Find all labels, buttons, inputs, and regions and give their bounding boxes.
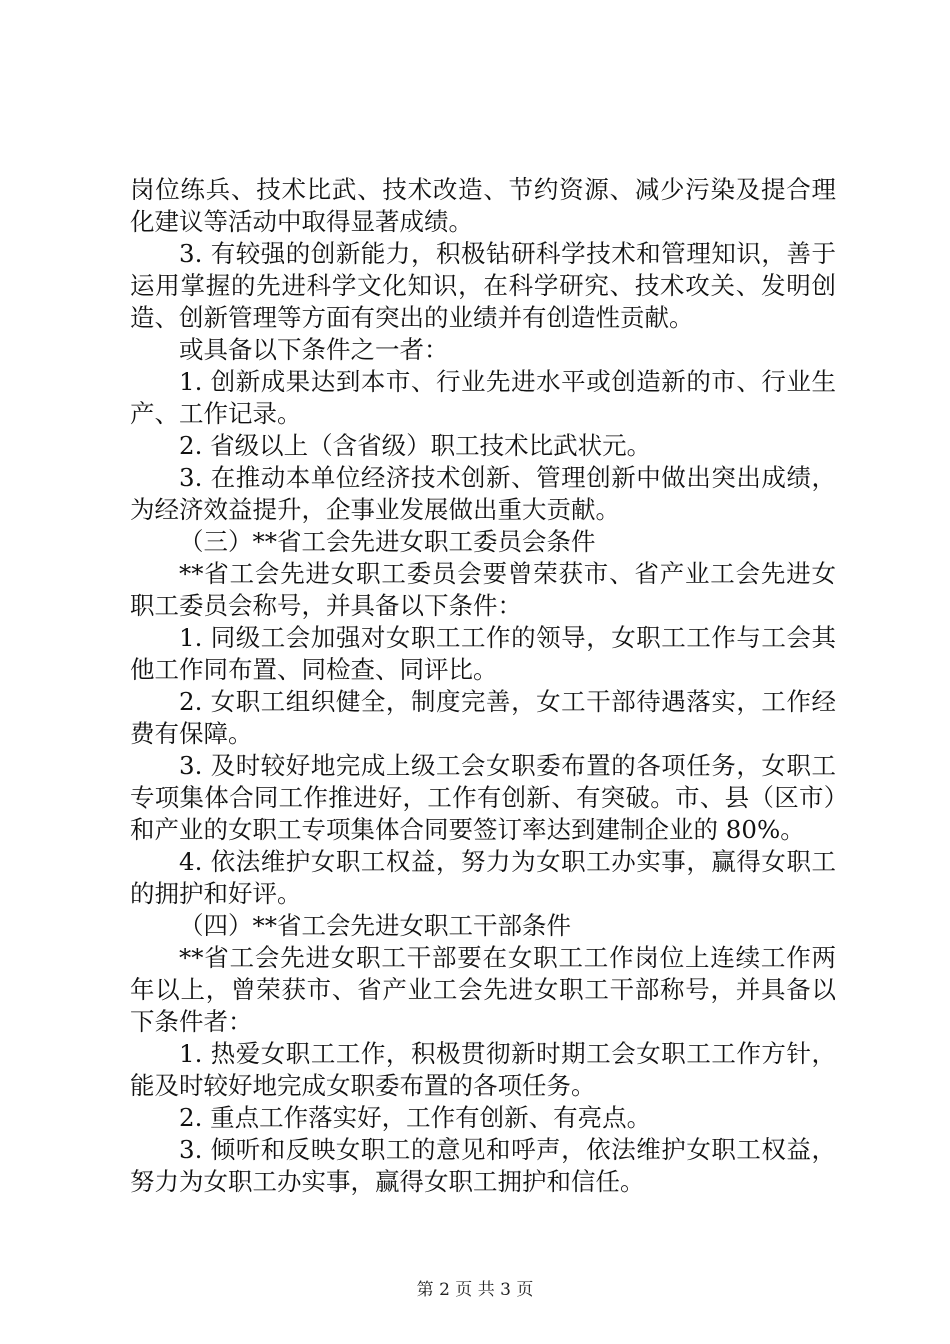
paragraph-cadre-item-1: 1. 热爱女职工工作，积极贯彻新时期工会女职工工作方针，能及时较好地完成女职委布置的各项任务。 (130, 1039, 836, 1100)
section-heading-4: （四）**省工会先进女职工干部条件 (179, 911, 571, 940)
paragraph-alternative-conditions: 或具备以下条件之一者： (179, 335, 449, 364)
paragraph-alt-item-1: 1. 创新成果达到本市、行业先进水平或创造新的市、行业生产、工作记录。 (130, 367, 836, 428)
paragraph-alt-item-3: 3. 在推动本单位经济技术创新、管理创新中做出突出成绩，为经济效益提升，企事业发展做出重大贡献。 (130, 463, 836, 524)
paragraph-item-3-innovation: 3. 有较强的创新能力，积极钻研科学技术和管理知识，善于运用掌握的先进科学文化知识，在科学研究、技术攻关、发明创造、创新管理等方面有突出的业绩并有创造性贡献。 (130, 239, 836, 332)
paragraph-cadre-intro: **省工会先进女职工干部要在女职工工作岗位上连续工作两年以上，曾荣获市、省产业工会先进女职工干部称号，并具备以下条件者： (130, 943, 836, 1036)
paragraph-committee-item-1: 1. 同级工会加强对女职工工作的领导，女职工工作与工会其他工作同布置、同检查、同评比。 (130, 623, 836, 684)
paragraph-alt-item-2: 2. 省级以上（含省级）职工技术比武状元。 (179, 431, 652, 460)
paragraph-continuation: 岗位练兵、技术比武、技术改造、节约资源、减少污染及提合理化建议等活动中取得显著成绩。 (130, 175, 836, 236)
paragraph-committee-item-2: 2. 女职工组织健全，制度完善，女工干部待遇落实，工作经费有保障。 (130, 687, 836, 748)
paragraph-cadre-item-2: 2. 重点工作落实好，工作有创新、有亮点。 (179, 1103, 652, 1132)
page-footer: 第 2 页 共 3 页 (416, 1280, 534, 1300)
paragraph-cadre-item-3: 3. 倾听和反映女职工的意见和呼声，依法维护女职工权益，努力为女职工办实事，赢得女职工拥护和信任。 (130, 1135, 836, 1196)
document-body (130, 174, 836, 1198)
paragraph-committee-item-4: 4. 依法维护女职工权益，努力为女职工办实事，赢得女职工的拥护和好评。 (130, 847, 836, 908)
paragraph-committee-intro: **省工会先进女职工委员会要曾荣获市、省产业工会先进女职工委员会称号，并具备以下条件： (130, 559, 836, 620)
section-heading-3: （三）**省工会先进女职工委员会条件 (179, 527, 596, 556)
paragraph-committee-item-3: 3. 及时较好地完成上级工会女职委布置的各项任务，女职工专项集体合同工作推进好，工作有创新、有突破。市、县（区市）和产业的女职工专项集体合同要签订率达到建制企业的 80%。 (130, 751, 836, 844)
